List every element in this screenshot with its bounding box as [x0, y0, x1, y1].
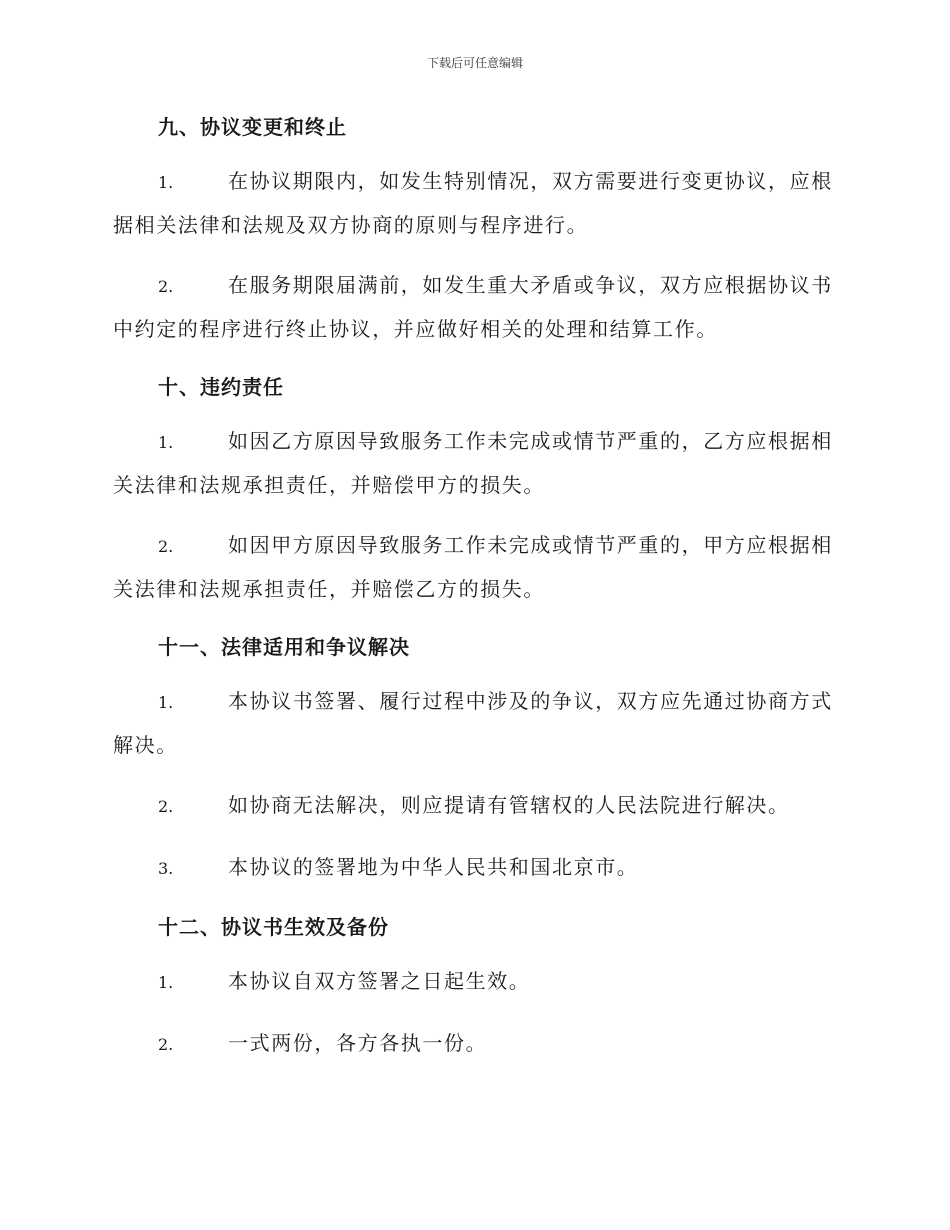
clause — [113, 1022, 833, 1066]
clause-text: 在协议期限内，如发生特别情况，双方需要进行变更协议，应根据相关法律和法规及双方协商的原则与程序进行。 — [113, 169, 833, 237]
clause — [113, 680, 833, 766]
clause-number: 1. — [158, 973, 174, 992]
clause-number: 2. — [158, 797, 174, 816]
section-9 — [113, 112, 833, 350]
clause-text: 本协议的签署地为中华人民共和国北京市。 — [228, 855, 639, 879]
header-note: 下载后可任意编辑 — [426, 56, 523, 70]
clause — [113, 160, 833, 246]
clause-number: 1. — [158, 433, 174, 452]
clause-text: 一式两份，各方各执一份。 — [228, 1031, 488, 1055]
section-title: 十、违约责任 — [158, 375, 284, 399]
clause-text: 如协商无法解决，则应提请有管辖权的人民法院进行解决。 — [228, 793, 790, 817]
section-11 — [113, 632, 833, 890]
section-title: 十一、法律适用和争议解决 — [158, 635, 410, 659]
section-12 — [113, 912, 833, 1066]
clause — [113, 264, 833, 350]
section-title: 九、协议变更和终止 — [158, 115, 347, 139]
section-title: 十二、协议书生效及备份 — [158, 915, 389, 939]
clause-number: 2. — [158, 277, 174, 296]
clause — [113, 420, 833, 506]
clause-text: 本协议书签署、履行过程中涉及的争议，双方应先通过协商方式解决。 — [113, 689, 833, 757]
clause-number: 1. — [158, 173, 174, 192]
clause-text: 如因乙方原因导致服务工作未完成或情节严重的，乙方应根据相关法律和法规承担责任，并赔偿甲方的损失。 — [113, 429, 833, 497]
clause-number: 2. — [158, 1035, 174, 1054]
clause-number: 3. — [158, 859, 174, 878]
clause-text: 在服务期限届满前，如发生重大矛盾或争议，双方应根据协议书中约定的程序进行终止协议，并应做好相关的处理和结算工作。 — [113, 273, 833, 341]
clause-number: 2. — [158, 537, 174, 556]
clause — [113, 846, 833, 890]
section-10 — [113, 372, 833, 610]
clause-text: 如因甲方原因导致服务工作未完成或情节严重的，甲方应根据相关法律和法规承担责任，并赔偿乙方的损失。 — [113, 533, 833, 601]
clause — [113, 960, 833, 1004]
clause-text: 本协议自双方签署之日起生效。 — [228, 969, 531, 993]
clause — [113, 784, 833, 828]
document-body — [113, 112, 833, 1088]
clause-number: 1. — [158, 693, 174, 712]
clause — [113, 524, 833, 610]
